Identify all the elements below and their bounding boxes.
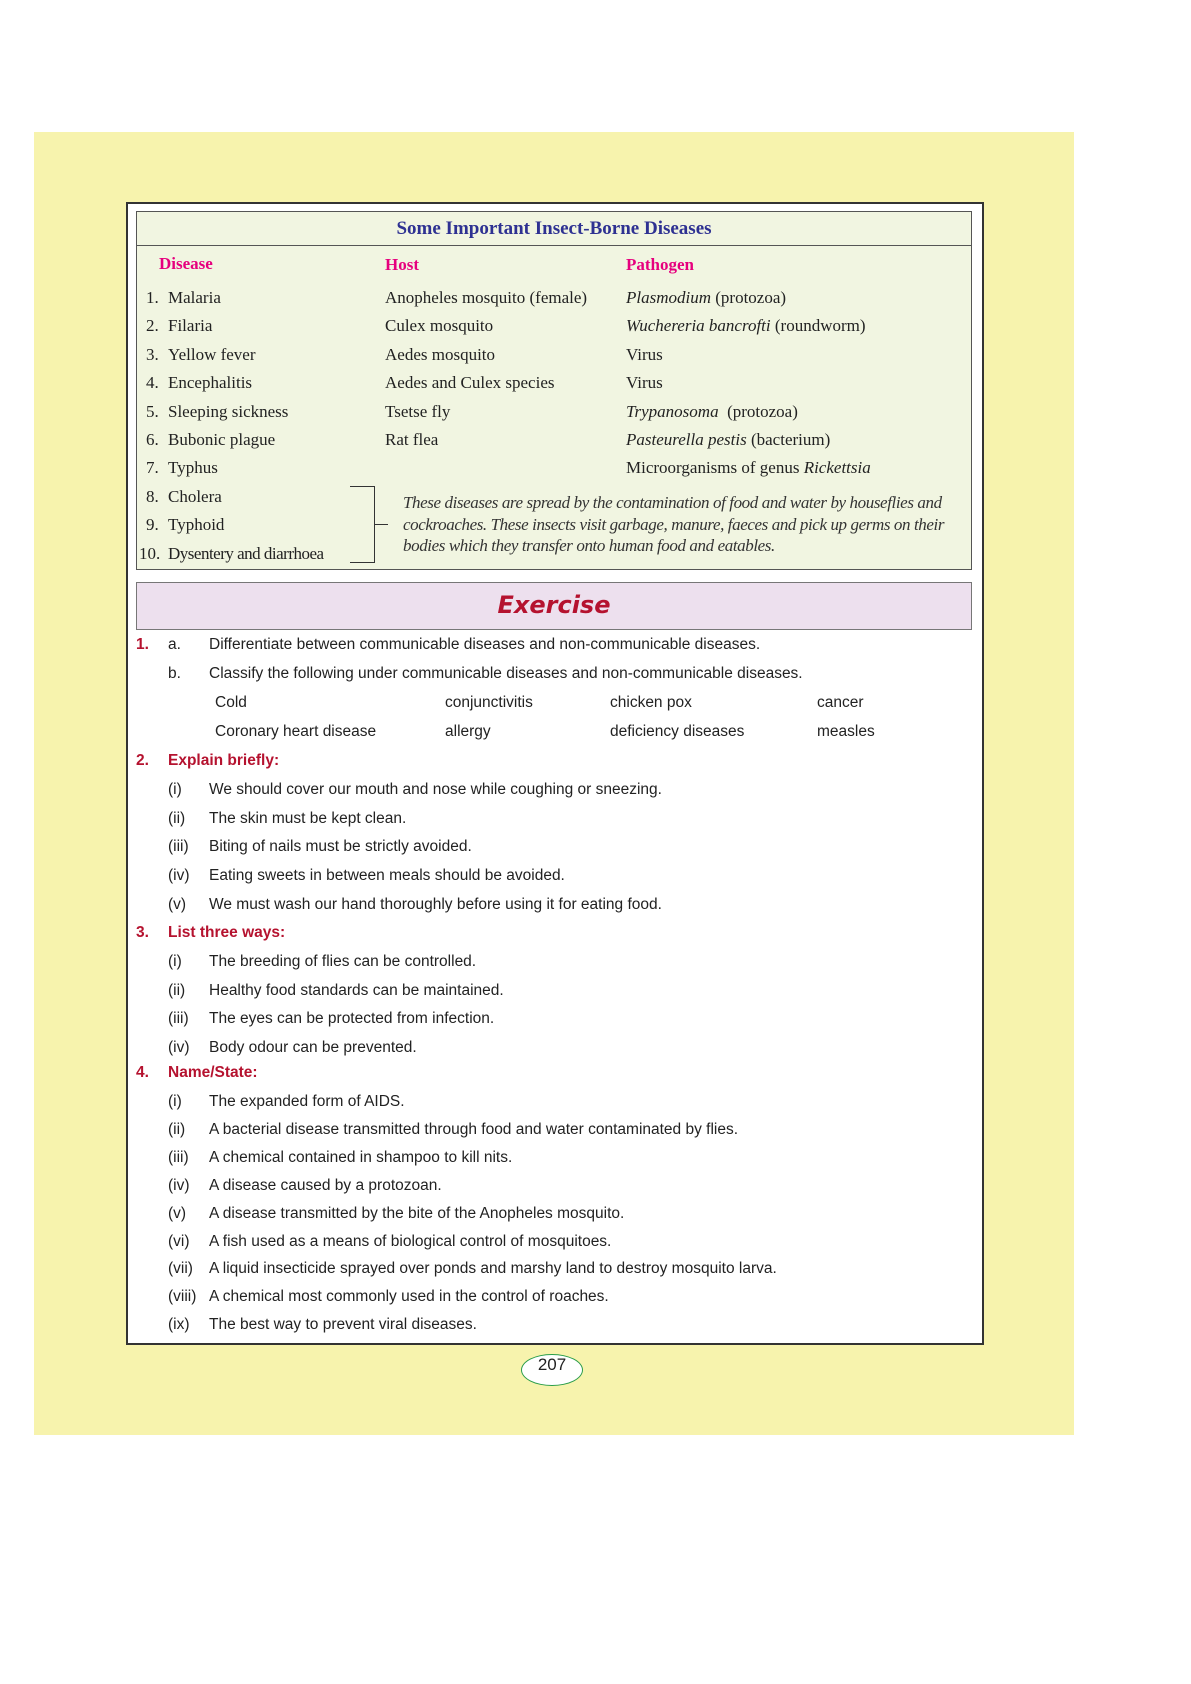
item-label: (vii): [168, 1260, 193, 1278]
exercise-heading: Exercise: [136, 582, 972, 630]
question-number: 4.: [136, 1064, 149, 1081]
classify-word: allergy: [445, 723, 491, 740]
item-label: (iii): [168, 1148, 189, 1166]
disease-name: Dysentery and diarrhoea: [168, 543, 324, 563]
item-label: (iii): [168, 1010, 189, 1028]
classify-word: Cold: [215, 694, 247, 711]
row-number: 8.: [146, 486, 159, 506]
classify-word: measles: [817, 723, 875, 740]
item-text: A fish used as a means of biological control of mosquitoes.: [209, 1232, 612, 1250]
row-number: 6.: [146, 430, 159, 449]
row-number: 5.: [146, 401, 159, 421]
pathogen-genus: Trypanosoma: [626, 401, 719, 421]
item-text: Body odour can be prevented.: [209, 1039, 417, 1057]
disease-name: Encephalitis: [168, 373, 253, 393]
header-pathogen: Pathogen: [626, 255, 694, 274]
host-name: Culex mosquito: [385, 316, 494, 336]
disease-name: Cholera: [168, 486, 222, 506]
item-text: The eyes can be protected from infection.: [209, 1010, 495, 1028]
table-title: Some Important Insect-Borne Diseases: [137, 212, 971, 246]
item-label: (ix): [168, 1316, 190, 1334]
question-title: Explain briefly:: [168, 752, 280, 769]
pathogen-type: (bacterium): [746, 430, 831, 449]
question-number: 1.: [136, 636, 149, 653]
disease-name: Filaria: [168, 316, 213, 336]
item-label: (ii): [168, 809, 186, 827]
pathogen-name: [626, 430, 830, 450]
host-name: Tsetse fly: [385, 401, 451, 421]
item-label: (iii): [168, 838, 189, 856]
item-label: (ii): [168, 981, 186, 999]
classify-word: chicken pox: [610, 694, 692, 711]
pathogen-name: [626, 288, 786, 308]
item-label: (i): [168, 953, 182, 970]
item-text: The expanded form of AIDS.: [209, 1093, 405, 1110]
item-text: The best way to prevent viral diseases.: [209, 1316, 477, 1334]
question-number: 2.: [136, 752, 149, 769]
host-name: Aedes mosquito: [385, 344, 496, 364]
pathogen-name: [626, 373, 663, 393]
classify-word: Coronary heart disease: [215, 723, 377, 740]
diseases-table: [136, 211, 972, 570]
item-text: We must wash our hand thoroughly before using it for eating food.: [209, 895, 662, 913]
pathogen-type: (protozoa): [718, 401, 798, 421]
item-label: a.: [168, 636, 181, 653]
item-label: (v): [168, 895, 187, 913]
pathogen-name: [626, 458, 871, 478]
pathogen-type: (roundworm): [770, 316, 866, 336]
page-number: 207: [521, 1354, 583, 1386]
item-label: (i): [168, 1093, 182, 1110]
pathogen-type: Microorganisms of genus: [626, 458, 804, 478]
disease-name: Typhus: [168, 458, 218, 478]
question-number: 3.: [136, 924, 149, 941]
row-number: 7.: [146, 458, 159, 478]
host-name: Rat flea: [385, 430, 439, 449]
pathogen-genus: Pasteurella pestis: [626, 430, 747, 449]
item-text: A disease transmitted by the bite of the Anopheles mosquito.: [209, 1204, 625, 1222]
classify-word: cancer: [817, 694, 864, 711]
item-text: A bacterial disease transmitted through food and water contaminated by flies.: [209, 1120, 739, 1138]
classify-word: deficiency diseases: [610, 723, 745, 740]
pathogen-genus: Plasmodium: [626, 288, 711, 307]
row-number: 9.: [146, 515, 159, 535]
item-label: (iv): [168, 1176, 190, 1194]
header-host: Host: [385, 255, 419, 274]
question-text: Classify the following under communicable diseases and non-communicable diseases.: [209, 665, 803, 682]
classify-word: conjunctivitis: [445, 694, 533, 711]
question-title: Name/State:: [168, 1064, 258, 1081]
question-title: List three ways:: [168, 924, 286, 941]
item-label: b.: [168, 665, 181, 682]
pathogen-genus: Rickettsia: [803, 458, 871, 478]
pathogen-genus: Wuchereria bancrofti: [626, 316, 771, 336]
disease-name: Bubonic plague: [168, 430, 276, 449]
item-text: The breeding of flies can be controlled.: [209, 953, 477, 970]
host-name: Aedes and Culex species: [385, 373, 555, 393]
row-number: 3.: [146, 344, 159, 364]
item-text: A disease caused by a protozoan.: [209, 1176, 442, 1194]
disease-name: Yellow fever: [168, 344, 256, 364]
item-text: The skin must be kept clean.: [209, 809, 407, 827]
item-text: Biting of nails must be strictly avoided.: [209, 838, 472, 856]
header-disease: Disease: [159, 254, 213, 273]
item-label: (viii): [168, 1288, 197, 1306]
item-text: A chemical most commonly used in the control of roaches.: [209, 1288, 609, 1306]
disease-name: Sleeping sickness: [168, 401, 289, 421]
pathogen-name: [626, 402, 798, 422]
item-label: (v): [168, 1204, 187, 1222]
item-text: A liquid insecticide sprayed over ponds and marshy land to destroy mosquito larva.: [209, 1260, 777, 1278]
row-number: 1.: [146, 288, 159, 307]
item-label: (vi): [168, 1232, 190, 1250]
note-text: These diseases are spread by the contamination of food and water by houseflies and cockroaches. These insects visit garbage, manure, faeces and pick up germs on their bodies which they transfer onto human food and eatables.: [403, 493, 945, 555]
item-label: (ii): [168, 1120, 186, 1138]
row-number: 10.: [139, 543, 161, 563]
pathogen-type: (protozoa): [711, 288, 787, 307]
host-name: Anopheles mosquito (female): [385, 288, 588, 307]
pathogen-name: [626, 316, 866, 336]
pathogen-type: Virus: [626, 373, 663, 393]
item-text: Healthy food standards can be maintained.: [209, 981, 504, 999]
pathogen-name: [626, 345, 663, 365]
item-text: We should cover our mouth and nose while coughing or sneezing.: [209, 781, 662, 798]
pathogen-type: Virus: [626, 344, 663, 364]
item-label: (i): [168, 781, 182, 798]
item-text: A chemical contained in shampoo to kill nits.: [209, 1148, 513, 1166]
row-number: 4.: [146, 373, 159, 393]
disease-name: Typhoid: [168, 515, 225, 535]
row-number: 2.: [146, 316, 159, 336]
item-label: (iv): [168, 1039, 190, 1057]
disease-name: Malaria: [168, 288, 221, 307]
item-label: (iv): [168, 867, 190, 885]
question-text: Differentiate between communicable diseases and non-communicable diseases.: [209, 636, 761, 653]
item-text: Eating sweets in between meals should be avoided.: [209, 867, 565, 885]
bracket: [350, 486, 375, 563]
